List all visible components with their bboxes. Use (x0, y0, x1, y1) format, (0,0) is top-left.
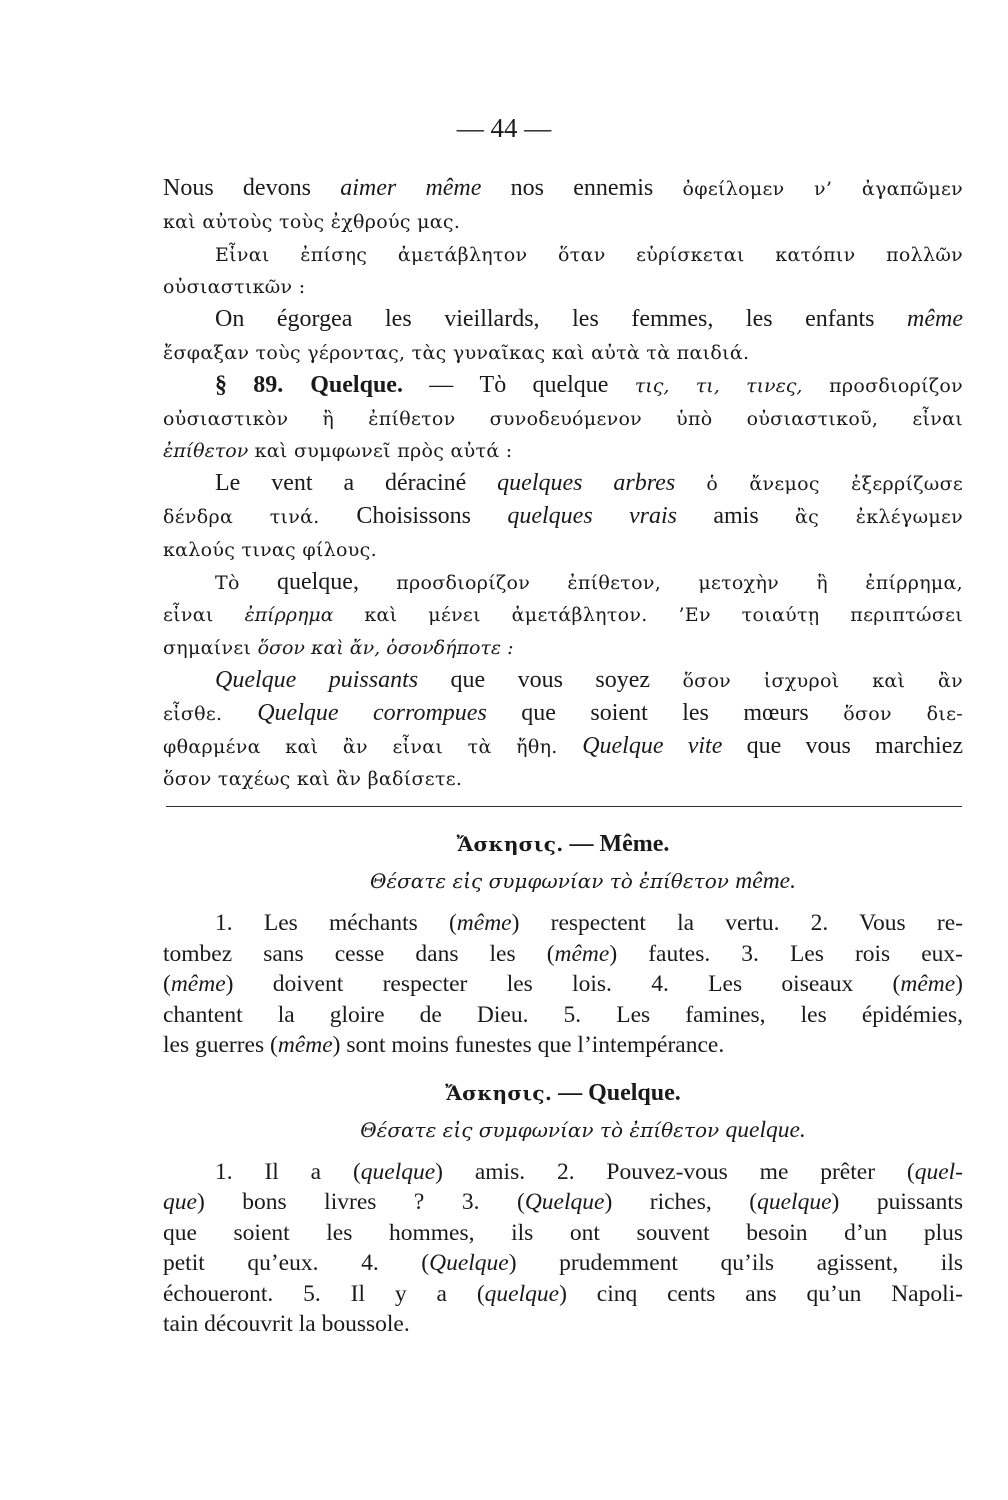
page-number: — 44 — (456, 113, 552, 143)
example-line: On égorgea les vieillards, les femmes, les enfants même (215, 306, 963, 333)
text-line: οὐσιαστικὸν ἢ ἐπίθετον συνοδευόμενον ὑπὸ οὐσιαστικοῦ, εἶναι (163, 407, 963, 430)
exercise-line: que) bons livres ? 3. (Quelque) riches, (quelque) puissants (163, 1189, 964, 1215)
text-line: καὶ αὐτοὺς τοὺς ἐχθρούς μας. (163, 210, 461, 233)
exercise-heading: Ἄσκησις. — Même. (456, 831, 670, 857)
example-line: Quelque puissants que vous soyez ὅσον ἰσχυροὶ καὶ ἂν (215, 666, 964, 693)
section-number: § 89. (215, 371, 284, 398)
exercise-line: tain découvrit la boussole. (163, 1311, 410, 1337)
exercise-line: 1. Les méchants (même) respectent la vertu. 2. Vous re- (215, 910, 963, 936)
example-line: Le vent a déraciné quelques arbres ὁ ἄνεμος ἐξερρίζωσε (215, 470, 963, 497)
exercise-line: (même) doivent respecter les lois. 4. Les oiseaux (même) (163, 971, 963, 997)
text-line: εἶναι ἐπίρρημα καὶ μένει ἀμετάβλητον. ’Εν τοιαύτῃ περιπτώσει (163, 604, 963, 627)
text-line: Τὸ quelque, προσδιορίζον ἐπίθετον, μετοχὴν ἢ ἐπίρρημα, (215, 568, 963, 595)
example-line: καλούς τινας φίλους. (163, 538, 377, 561)
text-line: ἐπίθετον καὶ συμφωνεῖ πρὸς αὐτά : (163, 440, 513, 463)
text-line: οὐσιαστικῶν : (163, 276, 306, 299)
example-line: ὅσον ταχέως καὶ ἂν βαδίσετε. (163, 768, 463, 791)
exercise-line: échoueront. 5. Il y a (quelque) cinq cents ans qu’un Napoli- (163, 1280, 963, 1307)
text-line: σημαίνει ὅσον καὶ ἄν, ὁσονδήποτε : (163, 637, 514, 660)
exercise-instruction: Θέσατε εἰς συμφωνίαν τὸ ἐπίθετον quelque. (360, 1116, 806, 1143)
section-title: Quelque. (310, 371, 403, 398)
exercise-line: chantent la gloire de Dieu. 5. Les famines, les épidémies, (163, 1001, 963, 1028)
exercise-line: petit qu’eux. 4. (Quelque) prudemment qu’ils agissent, ils (163, 1250, 963, 1276)
exercise-line: tombez sans cesse dans les (même) fautes. 3. Les rois eux- (163, 940, 964, 967)
text-line: Nous devons aimer même nos ennemis ὀφείλομεν ν’ ἀγαπῶμεν (163, 175, 963, 201)
example-line: δένδρα τινά. Choisissons quelques vrais amis ἂς ἐκλέγωμεν (163, 502, 964, 529)
exercise-line: les guerres (même) sont moins funestes que l’intempérance. (163, 1032, 725, 1058)
section-heading-line: § 89. Quelque. — Τὸ quelque τις, τι, τινες, προσδιορίζον (215, 371, 964, 398)
section-divider (166, 806, 962, 807)
example-line: εἶσθε. Quelque corrompues que soient les mœurs ὅσον διε- (163, 699, 963, 726)
grammar-text (163, 172, 963, 795)
text-line: Εἶναι ἐπίσης ἀμετάβλητον ὅταν εὑρίσκεται κατόπιν πολλῶν (215, 243, 963, 266)
exercise-line: que soient les hommes, ils ont souvent besoin d’un plus (163, 1219, 963, 1246)
example-line: φθαρμένα καὶ ἂν εἶναι τὰ ἤθη. Quelque vite que vous marchiez (163, 732, 963, 759)
exercise-line: 1. Il a (quelque) amis. 2. Pouvez-vous me prêter (quel- (215, 1158, 963, 1185)
exercise-instruction: Θέσατε εἰς συμφωνίαν τὸ ἐπίθετον même. (370, 868, 796, 894)
exercises (163, 826, 963, 1340)
exercise-heading: Ἄσκησις. — Quelque. (445, 1079, 681, 1106)
example-line: ἔσφαξαν τοὺς γέροντας, τὰς γυναῖκας καὶ αὐτὰ τὰ παιδιά. (163, 341, 750, 364)
